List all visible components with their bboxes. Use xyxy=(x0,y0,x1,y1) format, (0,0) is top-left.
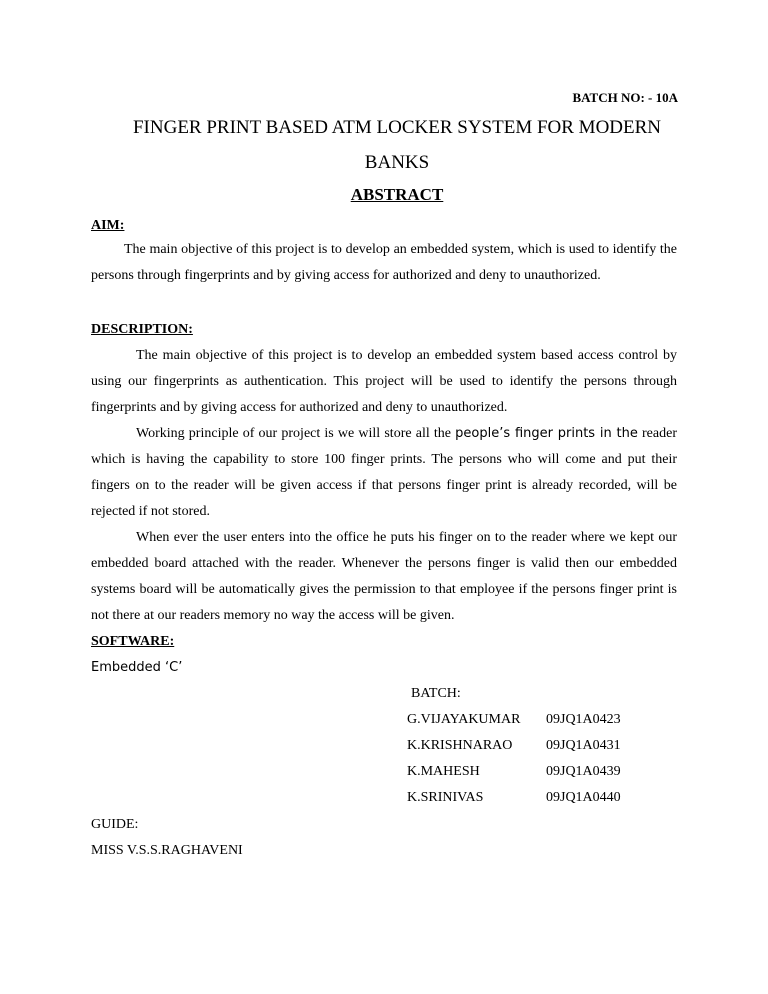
title-line-1: FINGER PRINT BASED ATM LOCKER SYSTEM FOR MODERN xyxy=(132,117,662,138)
description-paragraph-2-end: reader which is having the capability to store 100 finger prints. The persons who will come and put their fingers on to the reader will be given access if that persons finger print is already recorded, will be rejected if not stored. xyxy=(91,426,677,519)
batch-number: BATCH NO: - 10A xyxy=(572,90,678,105)
member-name: K.MAHESH xyxy=(407,764,480,779)
member-name: G.VIJAYAKUMAR xyxy=(407,712,521,727)
description-heading: DESCRIPTION: xyxy=(91,322,193,337)
description-paragraph-1: The main objective of this project is to develop an embedded system based access control by using our fingerprints as authentication. This project will be used to identify the persons through fingerprints and by giving access for authorized and deny to unauthorized. xyxy=(91,348,677,415)
batch-label: BATCH: xyxy=(411,686,461,701)
title-line-2: BANKS xyxy=(364,152,430,173)
aim-text xyxy=(91,237,677,289)
member-name: K.SRINIVAS xyxy=(407,790,484,805)
member-name: K.KRISHNARAO xyxy=(407,738,513,753)
description-body xyxy=(91,343,677,629)
description-paragraph-2 xyxy=(91,421,677,525)
software-heading: SOFTWARE: xyxy=(91,634,175,649)
member-id: 09JQ1A0423 xyxy=(546,712,621,727)
aim-heading: AIM: xyxy=(91,218,125,233)
abstract-heading: ABSTRACT xyxy=(350,185,444,204)
member-id: 09JQ1A0440 xyxy=(546,790,621,805)
aim-paragraph: The main objective of this project is to develop an embedded system, which is used to identify the persons through fingerprints and by giving access for authorized and deny to unauthorized. xyxy=(91,242,677,283)
software-value: Embedded ‘C’ xyxy=(91,660,183,675)
guide-label: GUIDE: xyxy=(91,817,139,832)
member-id: 09JQ1A0439 xyxy=(546,764,621,779)
description-paragraph-2-sans: people’s finger prints in the xyxy=(455,426,638,441)
guide-name: MISS V.S.S.RAGHAVENI xyxy=(91,843,243,858)
description-paragraph-2-start: Working principle of our project is we will store all the xyxy=(136,426,456,441)
member-id: 09JQ1A0431 xyxy=(546,738,621,753)
description-paragraph-3: When ever the user enters into the office he puts his finger on to the reader where we kept our embedded board attached with the reader. Whenever the persons finger is valid then our embedded systems board will be automatically gives the permission to that employee if the persons finger print is not there at our readers memory no way the access will be given. xyxy=(91,530,677,623)
